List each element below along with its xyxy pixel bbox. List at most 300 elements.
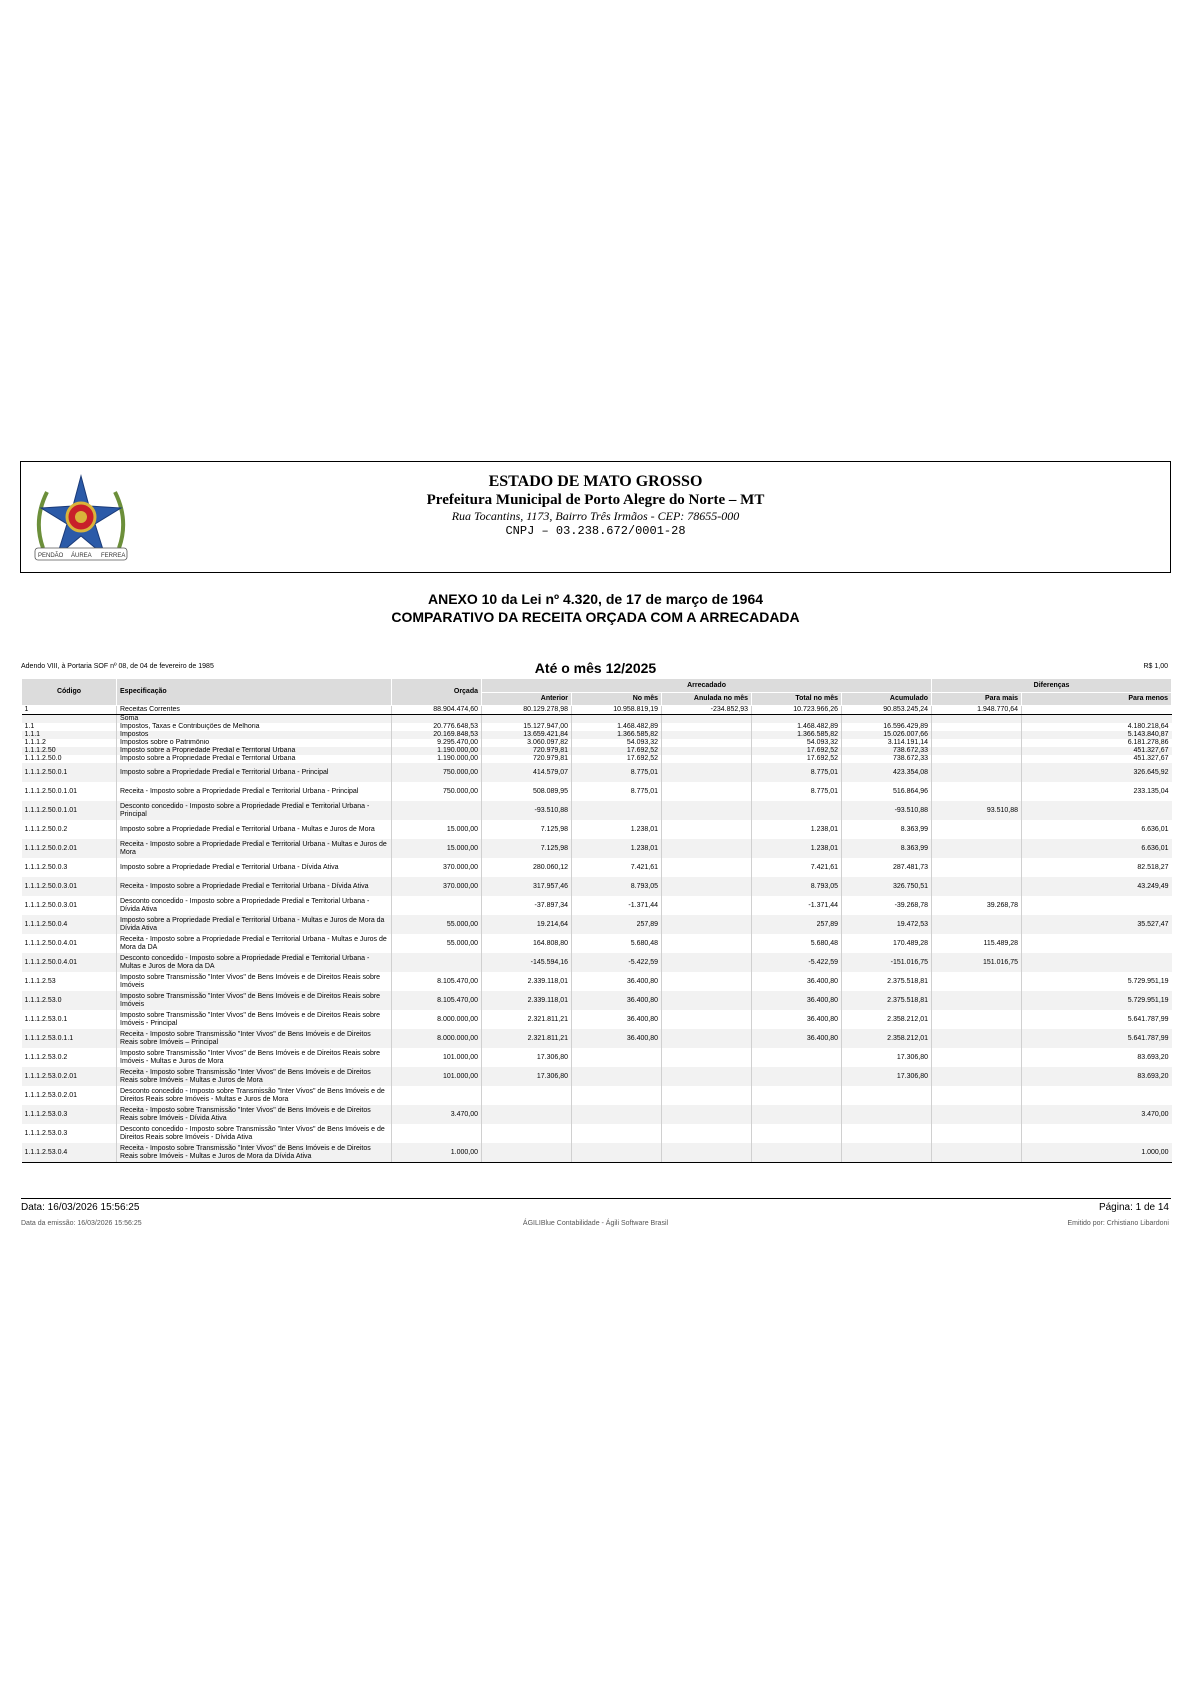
- row-no-mes: [572, 1105, 662, 1124]
- row-acumulado: 17.306,80: [842, 1048, 932, 1067]
- row-anterior: -37.897,34: [482, 896, 572, 915]
- row-anulada: [662, 1029, 752, 1048]
- row-anulada: [662, 991, 752, 1010]
- row-acumulado: 423.354,08: [842, 763, 932, 782]
- row-total-mes: 17.692,52: [752, 755, 842, 763]
- table-row: [22, 801, 1172, 820]
- row-para-mais: 93.510,88: [932, 801, 1022, 820]
- row-code: 1.1.1.2.50: [22, 747, 117, 755]
- row-para-menos: 6.181.278,86: [1022, 739, 1172, 747]
- row-para-mais: [932, 1105, 1022, 1124]
- row-anterior: 17.306,80: [482, 1048, 572, 1067]
- row-orcada: 88.904.474,60: [392, 706, 482, 715]
- row-acumulado: 738.672,33: [842, 747, 932, 755]
- row-para-mais: [932, 1124, 1022, 1143]
- table-row: [22, 1124, 1172, 1143]
- row-total-mes: 10.723.966,26: [752, 706, 842, 715]
- row-anulada: [662, 1124, 752, 1143]
- table-row: [22, 706, 1172, 715]
- row-anterior: 508.089,95: [482, 782, 572, 801]
- table-row: [22, 763, 1172, 782]
- row-code: 1.1.1.2.50.0.1: [22, 763, 117, 782]
- row-para-mais: [932, 972, 1022, 991]
- row-orcada: 8.000.000,00: [392, 1029, 482, 1048]
- row-total-mes: -1.371,44: [752, 896, 842, 915]
- row-acumulado: 516.864,96: [842, 782, 932, 801]
- table-row: [22, 747, 1172, 755]
- row-no-mes: [572, 1124, 662, 1143]
- row-acumulado: 326.750,51: [842, 877, 932, 896]
- row-code: 1.1.1.2: [24, 739, 46, 746]
- period-label: Até o mês 12/2025: [534, 660, 657, 676]
- row-total-mes: 36.400,80: [752, 1029, 842, 1048]
- table-row: [22, 739, 1172, 747]
- row-code: 1.1.1.2.50.0.4: [22, 915, 117, 934]
- row-para-menos: 1.000,00: [1022, 1143, 1172, 1163]
- row-especificacao: Receita - Imposto sobre a Propriedade Predial e Territorial Urbana - Dívida Ativa: [117, 877, 392, 896]
- row-orcada: [392, 953, 482, 972]
- row-para-menos: 4.180.218,64: [1022, 723, 1172, 731]
- row-acumulado: [842, 1143, 932, 1163]
- row-especificacao: Receita - Imposto sobre a Propriedade Predial e Territorial Urbana - Principal: [117, 782, 392, 801]
- row-acumulado: [842, 715, 932, 724]
- col-header-para-menos: Para menos: [1022, 693, 1172, 706]
- row-anulada: [662, 896, 752, 915]
- row-especificacao: Desconto concedido - Imposto sobre a Propriedade Predial e Territorial Urbana - Dívida Ativa: [117, 896, 392, 915]
- table-row: [22, 896, 1172, 915]
- row-orcada: [392, 1124, 482, 1143]
- row-total-mes: 5.680,48: [752, 934, 842, 953]
- row-para-menos: 5.729.951,19: [1022, 991, 1172, 1010]
- row-para-menos: 82.518,27: [1022, 858, 1172, 877]
- row-para-mais: [932, 1048, 1022, 1067]
- svg-text:ÁUREA: ÁUREA: [71, 553, 92, 559]
- row-para-mais: [932, 731, 1022, 739]
- row-code: 1.1.1.2.50.0.4.01: [22, 953, 117, 972]
- row-anterior: -93.510,88: [482, 801, 572, 820]
- table-row: [22, 731, 1172, 739]
- row-para-mais: [932, 1067, 1022, 1086]
- row-orcada: [392, 1086, 482, 1105]
- row-code: 1.1.1.2.53.0.1.1: [22, 1029, 117, 1048]
- col-group-arrecadado: Arrecadado: [482, 679, 932, 693]
- title-line-2: COMPARATIVO DA RECEITA ORÇADA COM A ARRECADADA: [391, 609, 800, 625]
- row-para-mais: [932, 839, 1022, 858]
- row-no-mes: 7.421,61: [572, 858, 662, 877]
- table-row: [22, 1048, 1172, 1067]
- row-acumulado: 738.672,33: [842, 755, 932, 763]
- row-acumulado: 2.375.518,81: [842, 972, 932, 991]
- row-anterior: 3.060.097,82: [482, 739, 572, 747]
- row-anterior: 17.306,80: [482, 1067, 572, 1086]
- row-no-mes: 257,89: [572, 915, 662, 934]
- row-acumulado: -39.268,78: [842, 896, 932, 915]
- row-no-mes: 1.468.482,89: [572, 723, 662, 731]
- row-acumulado: 15.026.007,66: [842, 731, 932, 739]
- row-code: 1: [22, 706, 117, 715]
- row-anterior: 7.125,98: [482, 820, 572, 839]
- row-acumulado: 2.358.212,01: [842, 1010, 932, 1029]
- row-para-mais: [932, 755, 1022, 763]
- row-total-mes: [752, 1048, 842, 1067]
- row-para-menos: 5.729.951,19: [1022, 972, 1172, 991]
- row-code: 1.1.1.2.50.0.1.01: [22, 801, 117, 820]
- row-acumulado: [842, 1124, 932, 1143]
- row-especificacao: Imposto sobre a Propriedade Predial e Territorial Urbana: [117, 755, 392, 763]
- page-indicator: Página: 1 de 14: [1098, 1202, 1169, 1213]
- row-total-mes: 36.400,80: [752, 991, 842, 1010]
- row-code: 1.1.1.2.53.0.3: [24, 1129, 68, 1137]
- row-especificacao: Receita - Imposto sobre Transmissão "Inter Vivos" de Bens Imóveis e de Direitos Reais sobre Imóveis - Multas e Juros de Mora da Dívida Ativa: [117, 1143, 392, 1163]
- row-orcada: 3.470,00: [392, 1105, 482, 1124]
- row-orcada: 750.000,00: [392, 782, 482, 801]
- row-orcada: 101.000,00: [392, 1048, 482, 1067]
- row-anulada: [662, 877, 752, 896]
- row-para-mais: 39.268,78: [932, 896, 1022, 915]
- row-no-mes: 10.958.819,19: [572, 706, 662, 715]
- row-especificacao: Soma: [117, 715, 392, 724]
- table-row: [22, 1029, 1172, 1048]
- row-total-mes: [752, 1124, 842, 1143]
- row-anterior: 13.659.421,84: [482, 731, 572, 739]
- row-no-mes: 1.366.585,82: [572, 731, 662, 739]
- emission-date: Data da emissão: 16/03/2026 15:56:25: [21, 1220, 142, 1227]
- row-para-menos: 6.636,01: [1022, 839, 1172, 858]
- row-anterior: 19.214,64: [482, 915, 572, 934]
- row-orcada: 20.776.648,53: [392, 723, 482, 731]
- row-total-mes: 257,89: [752, 915, 842, 934]
- document-title: [0, 590, 1191, 626]
- row-para-menos: 5.641.787,99: [1022, 1029, 1172, 1048]
- row-no-mes: [572, 1067, 662, 1086]
- table-row: [22, 877, 1172, 896]
- row-acumulado: 90.853.245,24: [842, 706, 932, 715]
- row-code: 1.1.1.2.53.0.2.01: [24, 1091, 78, 1099]
- row-orcada: [392, 801, 482, 820]
- row-total-mes: 36.400,80: [752, 972, 842, 991]
- footer-date: Data: 16/03/2026 15:56:25: [21, 1202, 140, 1213]
- row-anulada: [662, 1086, 752, 1105]
- row-acumulado: 8.363,99: [842, 839, 932, 858]
- row-no-mes: [572, 1143, 662, 1163]
- row-anulada: [662, 801, 752, 820]
- row-especificacao: Receita - Imposto sobre Transmissão "Inter Vivos" de Bens Imóveis e de Direitos Reais sobre Imóveis - Multas e Juros de Mora: [117, 1067, 392, 1086]
- row-anterior: 720.979,81: [482, 747, 572, 755]
- row-orcada: 55.000,00: [392, 934, 482, 953]
- table-row: [22, 1105, 1172, 1124]
- row-anulada: [662, 715, 752, 724]
- row-orcada: 8.105.470,00: [392, 972, 482, 991]
- row-code: [22, 715, 117, 724]
- row-code: 1.1: [24, 723, 35, 730]
- table-header-row-1: [22, 679, 1172, 693]
- row-anterior: 2.339.118,01: [482, 991, 572, 1010]
- row-para-menos: 5.143.840,87: [1022, 731, 1172, 739]
- svg-text:PENDÃO: PENDÃO: [38, 553, 64, 559]
- row-total-mes: 8.793,05: [752, 877, 842, 896]
- row-para-menos: [1022, 896, 1172, 915]
- row-no-mes: [572, 1048, 662, 1067]
- row-para-menos: 83.693,20: [1022, 1067, 1172, 1086]
- table-row: [22, 953, 1172, 972]
- row-total-mes: 1.238,01: [752, 820, 842, 839]
- row-acumulado: 2.358.212,01: [842, 1029, 932, 1048]
- table-row: [22, 915, 1172, 934]
- row-no-mes: 36.400,80: [572, 972, 662, 991]
- row-especificacao: Desconto concedido - Imposto sobre Transmissão "Inter Vivos" de Bens Imóveis e de Direitos Reais sobre Imóveis - Dívida Ativa: [117, 1124, 392, 1143]
- row-anterior: 280.060,12: [482, 858, 572, 877]
- row-acumulado: -151.016,75: [842, 953, 932, 972]
- row-especificacao: Receita - Imposto sobre Transmissão "Inter Vivos" de Bens Imóveis e de Direitos Reais sobre Imóveis – Principal: [117, 1029, 392, 1048]
- row-orcada: 101.000,00: [392, 1067, 482, 1086]
- row-para-menos: 451.327,67: [1022, 747, 1172, 755]
- row-orcada: 9.295.470,00: [392, 739, 482, 747]
- row-anterior: 720.979,81: [482, 755, 572, 763]
- row-anterior: 2.339.118,01: [482, 972, 572, 991]
- row-para-menos: 233.135,04: [1022, 782, 1172, 801]
- row-anulada: [662, 755, 752, 763]
- row-no-mes: 8.775,01: [572, 763, 662, 782]
- row-especificacao: Receita - Imposto sobre a Propriedade Predial e Territorial Urbana - Multas e Juros de Mora: [117, 839, 392, 858]
- row-acumulado: [842, 1086, 932, 1105]
- table-row: [22, 782, 1172, 801]
- row-para-mais: 1.948.770,64: [932, 706, 1022, 715]
- row-anulada: [662, 763, 752, 782]
- row-para-mais: 115.489,28: [932, 934, 1022, 953]
- row-total-mes: -5.422,59: [752, 953, 842, 972]
- row-para-mais: [932, 1143, 1022, 1163]
- row-anulada: [662, 1105, 752, 1124]
- issued-by: Emitido por: Crhistiano Libardoni: [1067, 1220, 1169, 1227]
- letterhead: [20, 461, 1171, 573]
- col-header-anulada: Anulada no mês: [662, 693, 752, 706]
- table-row: [22, 934, 1172, 953]
- row-especificacao: Imposto sobre Transmissão "Inter Vivos" de Bens Imóveis e de Direitos Reais sobre Imóveis - Multas e Juros de Mora: [117, 1048, 392, 1067]
- row-acumulado: 8.363,99: [842, 820, 932, 839]
- row-anterior: 164.808,80: [482, 934, 572, 953]
- row-orcada: 1.190.000,00: [392, 747, 482, 755]
- row-especificacao: Imposto sobre a Propriedade Predial e Territorial Urbana - Multas e Juros de Mora da Dívida Ativa: [117, 915, 392, 934]
- row-para-mais: [932, 915, 1022, 934]
- row-orcada: 15.000,00: [392, 820, 482, 839]
- row-anterior: 15.127.947,00: [482, 723, 572, 731]
- row-especificacao: Desconto concedido - Imposto sobre a Propriedade Predial e Territorial Urbana - Principal: [117, 801, 392, 820]
- row-especificacao: Impostos sobre o Patrimônio: [117, 739, 392, 747]
- row-no-mes: [572, 715, 662, 724]
- table-row: [22, 755, 1172, 763]
- table-row: [22, 858, 1172, 877]
- row-acumulado: 170.489,28: [842, 934, 932, 953]
- row-no-mes: 8.793,05: [572, 877, 662, 896]
- row-no-mes: 1.238,01: [572, 820, 662, 839]
- title-line-1: ANEXO 10 da Lei nº 4.320, de 17 de março de 1964: [427, 591, 764, 607]
- row-para-mais: 151.016,75: [932, 953, 1022, 972]
- row-para-mais: [932, 723, 1022, 731]
- row-orcada: 8.105.470,00: [392, 991, 482, 1010]
- row-acumulado: 16.596.429,89: [842, 723, 932, 731]
- row-para-mais: [932, 877, 1022, 896]
- table-row: [22, 1143, 1172, 1163]
- row-code: 1.1.1.2.53.0.3: [22, 1105, 117, 1124]
- row-orcada: 20.169.848,53: [392, 731, 482, 739]
- row-no-mes: -5.422,59: [572, 953, 662, 972]
- row-no-mes: 17.692,52: [572, 747, 662, 755]
- row-acumulado: -93.510,88: [842, 801, 932, 820]
- letterhead-text: [21, 472, 1170, 538]
- col-header-anterior: Anterior: [482, 693, 572, 706]
- row-total-mes: 7.421,61: [752, 858, 842, 877]
- row-especificacao: Receita - Imposto sobre a Propriedade Predial e Territorial Urbana - Multas e Juros de Mora da DA: [117, 934, 392, 953]
- table-body: [22, 706, 1172, 1163]
- row-acumulado: 19.472,53: [842, 915, 932, 934]
- cnpj: CNPJ – 03.238.672/0001-28: [505, 524, 686, 538]
- software-name: ÁGILIBlue Contabilidade - Ágili Software Brasil: [522, 1220, 669, 1227]
- row-code: 1.1.1: [22, 731, 117, 739]
- row-code: 1.1.1.2.53.0.2: [24, 1053, 68, 1061]
- table-row: [22, 1067, 1172, 1086]
- row-code: 1.1.1.2.53.0: [22, 991, 117, 1010]
- state-name: ESTADO DE MATO GROSSO: [488, 473, 703, 490]
- row-code: 1.1.1.2.53.0.1: [24, 1015, 68, 1023]
- row-no-mes: [572, 1086, 662, 1105]
- row-anterior: [482, 1124, 572, 1143]
- row-para-menos: 451.327,67: [1022, 755, 1172, 763]
- svg-text:FERREA: FERREA: [101, 553, 126, 559]
- row-code: 1.1.1.2.50.0.2: [24, 825, 68, 833]
- row-para-mais: [932, 1086, 1022, 1105]
- row-para-mais: [932, 820, 1022, 839]
- row-anulada: [662, 915, 752, 934]
- row-para-menos: [1022, 934, 1172, 953]
- row-para-menos: 6.636,01: [1022, 820, 1172, 839]
- row-total-mes: [752, 1105, 842, 1124]
- row-para-menos: [1022, 1086, 1172, 1105]
- row-para-menos: 35.527,47: [1022, 915, 1172, 934]
- row-code: 1.1.1.2.53.0.2.01: [22, 1067, 117, 1086]
- row-anulada: [662, 820, 752, 839]
- row-para-menos: [1022, 706, 1172, 715]
- row-total-mes: [752, 1143, 842, 1163]
- row-para-menos: 83.693,20: [1022, 1048, 1172, 1067]
- row-no-mes: 54.093,32: [572, 739, 662, 747]
- row-total-mes: [752, 1067, 842, 1086]
- table-row: [22, 723, 1172, 731]
- row-anulada: [662, 1048, 752, 1067]
- row-code: 1.1.1.2.50.0.3.01: [22, 877, 117, 896]
- row-acumulado: 2.375.518,81: [842, 991, 932, 1010]
- row-especificacao: Imposto sobre Transmissão "Inter Vivos" de Bens Imóveis e de Direitos Reais sobre Imóveis: [117, 991, 392, 1010]
- row-total-mes: 54.093,32: [752, 739, 842, 747]
- row-orcada: 1.000,00: [392, 1143, 482, 1163]
- row-total-mes: [752, 801, 842, 820]
- row-anterior: 80.129.278,98: [482, 706, 572, 715]
- table-row: [22, 972, 1172, 991]
- row-anterior: 7.125,98: [482, 839, 572, 858]
- table-row: [22, 1010, 1172, 1029]
- row-para-menos: [1022, 715, 1172, 724]
- row-acumulado: 287.481,73: [842, 858, 932, 877]
- row-para-mais: [932, 1029, 1022, 1048]
- row-total-mes: 8.775,01: [752, 763, 842, 782]
- table-row: [22, 839, 1172, 858]
- row-no-mes: 5.680,48: [572, 934, 662, 953]
- row-no-mes: 36.400,80: [572, 991, 662, 1010]
- row-orcada: 750.000,00: [392, 763, 482, 782]
- row-total-mes: 1.238,01: [752, 839, 842, 858]
- col-header-para-mais: Para mais: [932, 693, 1022, 706]
- table-row: [22, 991, 1172, 1010]
- row-anulada: [662, 953, 752, 972]
- row-no-mes: -1.371,44: [572, 896, 662, 915]
- row-para-mais: [932, 739, 1022, 747]
- row-no-mes: 36.400,80: [572, 1029, 662, 1048]
- row-especificacao: Imposto sobre Transmissão "Inter Vivos" de Bens Imóveis e de Direitos Reais sobre Imóveis: [117, 972, 392, 991]
- row-especificacao: Imposto sobre Transmissão "Inter Vivos" de Bens Imóveis e de Direitos Reais sobre Imóveis - Principal: [117, 1010, 392, 1029]
- row-especificacao: Imposto sobre a Propriedade Predial e Territorial Urbana - Multas e Juros de Mora: [117, 820, 392, 839]
- col-header-codigo: Código: [22, 679, 117, 706]
- row-anulada: [662, 739, 752, 747]
- row-orcada: [392, 896, 482, 915]
- row-para-menos: 5.641.787,99: [1022, 1010, 1172, 1029]
- row-anulada: [662, 972, 752, 991]
- row-anterior: 414.579,07: [482, 763, 572, 782]
- row-code: 1.1.1.2.50.0.3.01: [24, 901, 78, 909]
- row-para-menos: 326.645,92: [1022, 763, 1172, 782]
- row-anterior: 2.321.811,21: [482, 1029, 572, 1048]
- row-especificacao: Impostos, Taxas e Contribuições de Melhoria: [117, 723, 392, 731]
- row-no-mes: 8.775,01: [572, 782, 662, 801]
- row-para-menos: 3.470,00: [1022, 1105, 1172, 1124]
- col-header-acumulado: Acumulado: [842, 693, 932, 706]
- row-anulada: [662, 782, 752, 801]
- row-acumulado: [842, 1105, 932, 1124]
- row-total-mes: 17.692,52: [752, 747, 842, 755]
- row-code: 1.1.1.2.50.0.4.01: [24, 939, 78, 947]
- row-code: 1.1.1.2.50.0: [24, 755, 62, 762]
- row-anulada: [662, 747, 752, 755]
- row-para-menos: 43.249,49: [1022, 877, 1172, 896]
- row-code: 1.1.1.2.50.0.1.01: [24, 787, 78, 795]
- col-header-total-mes: Total no mês: [752, 693, 842, 706]
- row-especificacao: Imposto sobre a Propriedade Predial e Territorial Urbana - Principal: [117, 763, 392, 782]
- row-orcada: [392, 715, 482, 724]
- revenue-table: [21, 678, 1172, 1163]
- legal-reference: Adendo VIII, à Portaria SOF nº 08, de 04 de fevereiro de 1985: [21, 663, 214, 670]
- row-para-menos: [1022, 801, 1172, 820]
- row-anterior: 2.321.811,21: [482, 1010, 572, 1029]
- footer-rule: [21, 1198, 1171, 1199]
- row-para-mais: [932, 747, 1022, 755]
- prefeitura-name: Prefeitura Municipal de Porto Alegre do Norte – MT: [426, 492, 765, 508]
- row-para-mais: [932, 763, 1022, 782]
- row-especificacao: Receitas Correntes: [117, 706, 392, 715]
- row-anulada: [662, 858, 752, 877]
- row-orcada: 370.000,00: [392, 858, 482, 877]
- table-row: [22, 820, 1172, 839]
- row-anulada: [662, 1143, 752, 1163]
- row-code: 1.1.1.2.53.0.4: [22, 1143, 117, 1163]
- col-header-especificacao: Especificação: [117, 679, 392, 706]
- row-orcada: 55.000,00: [392, 915, 482, 934]
- row-especificacao: Desconto concedido - Imposto sobre Transmissão "Inter Vivos" de Bens Imóveis e de Direitos Reais sobre Imóveis - Multas e Juros de Mora: [117, 1086, 392, 1105]
- row-para-menos: [1022, 1124, 1172, 1143]
- row-anterior: [482, 715, 572, 724]
- row-code: 1.1.1.2.53: [24, 977, 56, 985]
- row-anterior: 317.957,46: [482, 877, 572, 896]
- row-no-mes: 1.238,01: [572, 839, 662, 858]
- row-acumulado: 17.306,80: [842, 1067, 932, 1086]
- row-total-mes: 1.366.585,82: [752, 731, 842, 739]
